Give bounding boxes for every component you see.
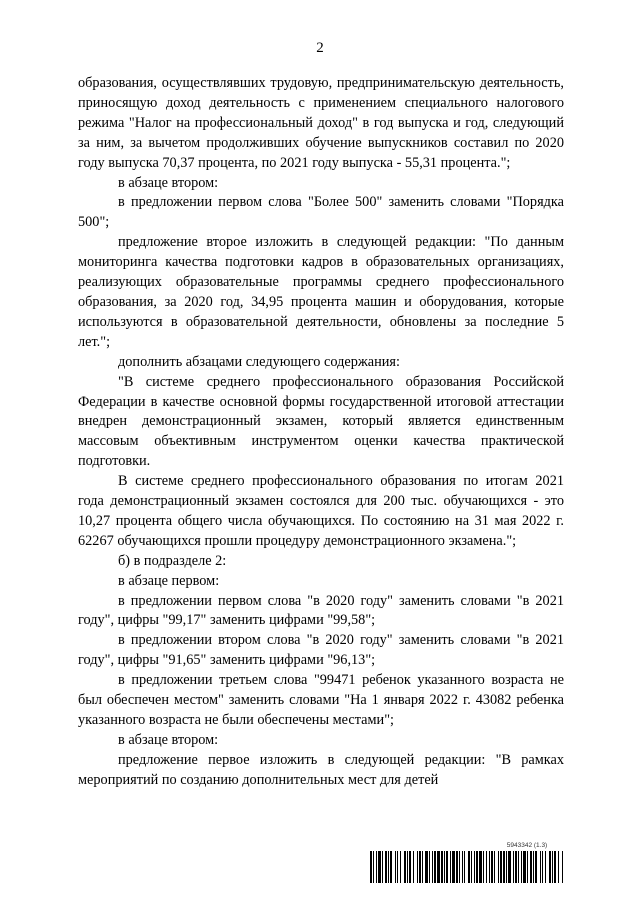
paragraph: в предложении первом слова "Более 500" заменить словами "Порядка 500"; [78, 194, 564, 231]
paragraph: предложение первое изложить в следующей редакции: "В рамках мероприятий по созданию дополнительных мест для детей [78, 751, 564, 788]
paragraph: б) в подразделе 2: [118, 552, 227, 569]
paragraph: образования, осуществлявших трудовую, предпринимательскую деятельность, приносящую доход деятельность с применением специального налогового режима "Налог на профессиональный доход" в год выпуска и год, следующий за ним, за вычетом продолживших обучение выпускников составил по 2020 году выпуска 70,37 процента, по 2021 году выпуска - 55,31 процента."; [78, 75, 564, 171]
paragraph: В системе среднего профессионального образования по итогам 2021 года демонстрационный экзамен состоялся для 200 тыс. обучающихся - это 10,27 процента общего числа обучающихся. По состоянию на 31 мая 2022 г. 62267 обучающихся прошли процедуру демонстрационного экзамена."; [78, 473, 564, 549]
paragraph: в абзаце втором: [118, 174, 219, 191]
paragraph: дополнить абзацами следующего содержания: [118, 353, 400, 370]
document-body [78, 74, 564, 791]
paragraph: в абзаце втором: [118, 731, 219, 748]
paragraph: предложение второе изложить в следующей редакции: "По данным мониторинга качества подготовки кадров в образовательных организациях, реализующих образовательные программы среднего профессионального образования, за 2020 год, 34,95 процента машин и оборудования, которые используются в образовательной деятельности, обновлены за последние 5 лет."; [78, 234, 564, 350]
paragraph: в абзаце первом: [118, 572, 220, 589]
paragraph: в предложении третьем слова "99471 ребенок указанного возраста не был обеспечен местом" заменить словами "На 1 января 2022 г. 43082 ребенка указанного возраста не были обеспечены местами"; [78, 672, 564, 728]
paragraph: в предложении первом слова "в 2020 году" заменить словами "в 2021 году", цифры "99,17" заменить цифрами "99,58"; [78, 592, 564, 629]
document-code: 5943342 (1.3) [506, 842, 548, 849]
paragraph: в предложении втором слова "в 2020 году" заменить словами "в 2021 году", цифры "91,65" заменить цифрами "96,13"; [78, 632, 564, 669]
barcode-icon [370, 851, 564, 883]
page-number: 2 [316, 40, 324, 56]
paragraph: "В системе среднего профессионального образования Российской Федерации в качестве основной формы государственной итоговой аттестации внедрен демонстрационный экзамен, который является единственным массовым объективным инструментом оценки качества практической подготовки. [78, 373, 564, 470]
